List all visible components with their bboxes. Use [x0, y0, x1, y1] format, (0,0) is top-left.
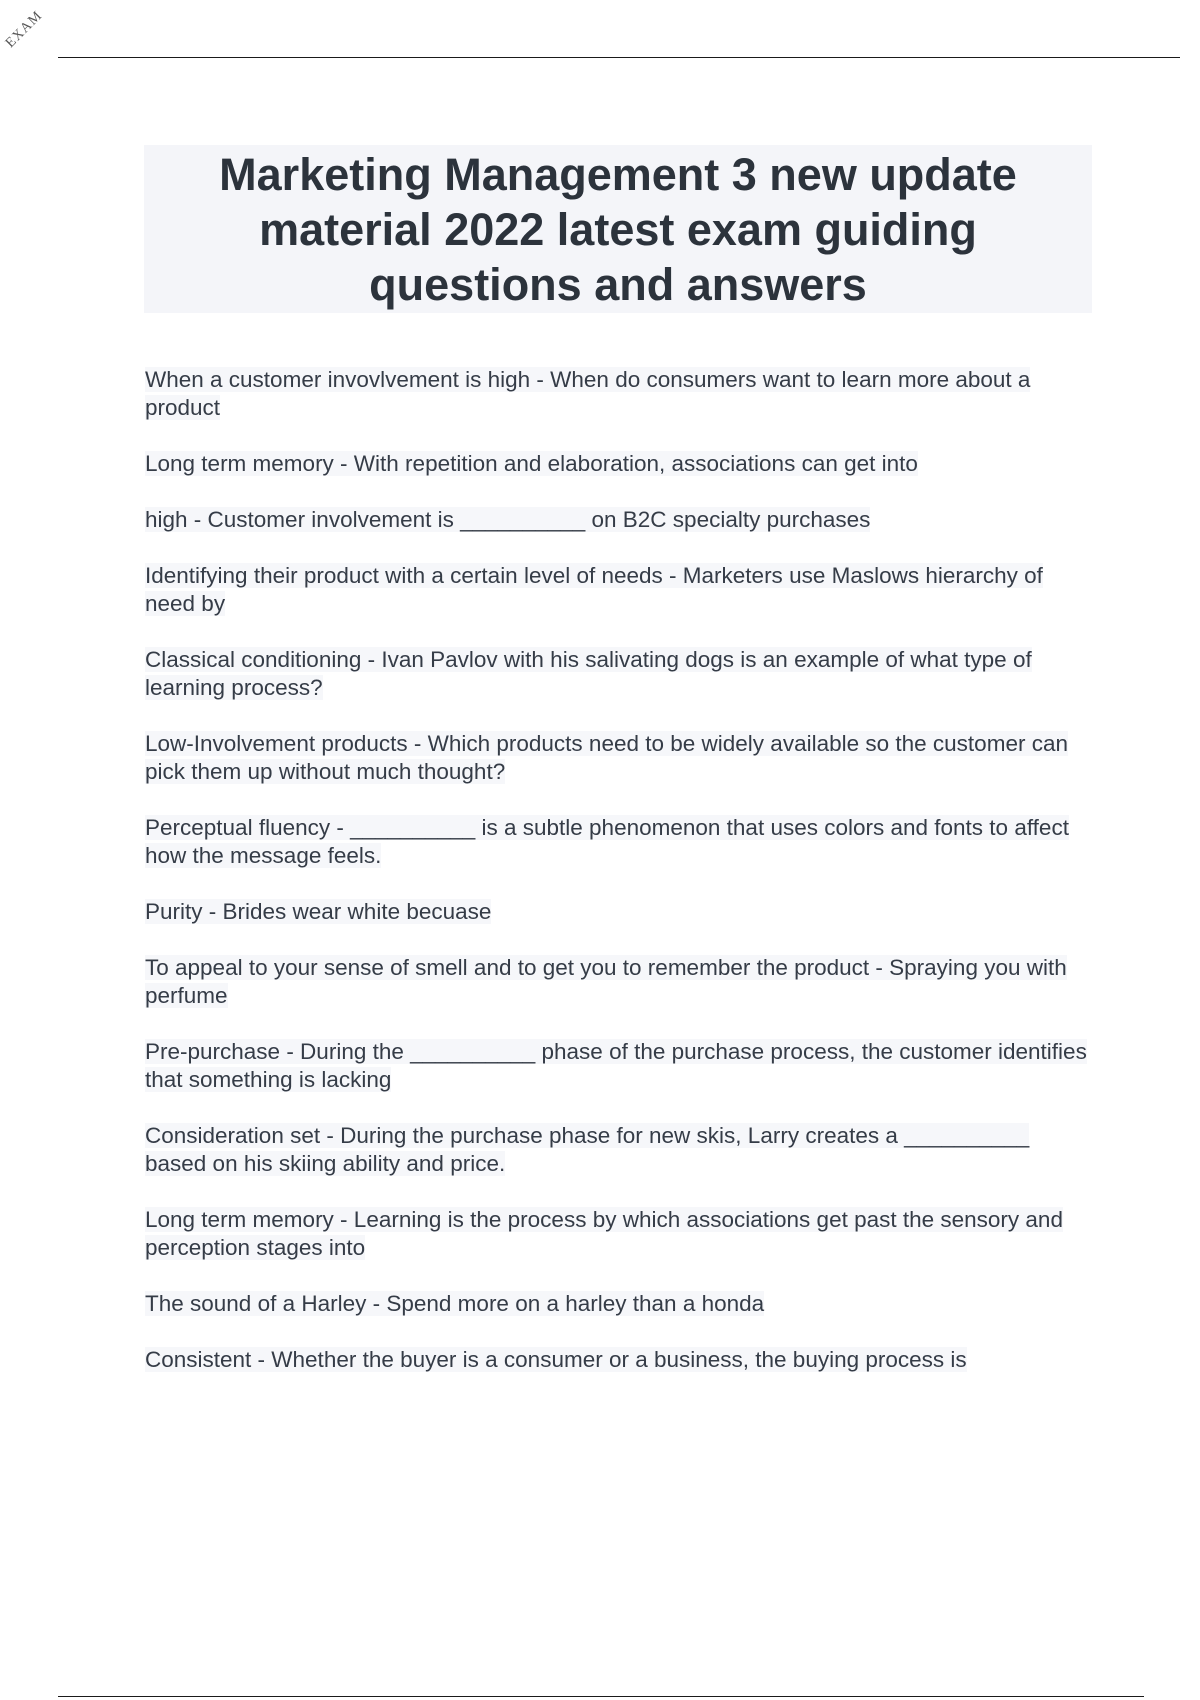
qa-text: Consistent - Whether the buyer is a consumer or a business, the buying process is	[145, 1347, 967, 1372]
qa-item	[145, 506, 1095, 534]
qa-item	[145, 366, 1095, 422]
qa-text: When a customer invovlvement is high - When do consumers want to learn more about a product	[145, 367, 1031, 420]
qa-text: To appeal to your sense of smell and to get you to remember the product - Spraying you with perfume	[145, 955, 1067, 1008]
qa-text: Consideration set - During the purchase phase for new skis, Larry creates a __________ based on his skiing ability and price.	[145, 1123, 1030, 1176]
qa-item	[145, 1122, 1095, 1178]
qa-text: Purity - Brides wear white becuase	[145, 899, 492, 924]
qa-text: high - Customer involvement is __________ on B2C specialty purchases	[145, 507, 871, 532]
footer-rule	[58, 1696, 1144, 1697]
qa-text: Classical conditioning - Ivan Pavlov with his salivating dogs is an example of what type of learning process?	[145, 647, 1032, 700]
qa-text: Perceptual fluency - __________ is a subtle phenomenon that uses colors and fonts to affect how the message feels.	[145, 815, 1069, 868]
qa-item	[145, 1290, 1095, 1318]
qa-text: The sound of a Harley - Spend more on a harley than a honda	[145, 1291, 765, 1316]
qa-text: Low-Involvement products - Which products need to be widely available so the customer can pick them up without much thought?	[145, 731, 1068, 784]
document-title: Marketing Management 3 new update material 2022 latest exam guiding questions and answers	[219, 148, 1017, 310]
qa-item	[145, 1346, 1095, 1374]
qa-item	[145, 1206, 1095, 1262]
qa-item	[145, 814, 1095, 870]
qa-text: Pre-purchase - During the __________ phase of the purchase process, the customer identifies that something is lacking	[145, 1039, 1087, 1092]
qa-item	[145, 1038, 1095, 1094]
qa-item	[145, 450, 1095, 478]
qa-list	[145, 366, 1095, 1402]
corner-watermark: EXAM	[2, 8, 46, 51]
qa-text: Long term memory - Learning is the process by which associations get past the sensory and perception stages into	[145, 1207, 1063, 1260]
qa-item	[145, 646, 1095, 702]
qa-item	[145, 898, 1095, 926]
qa-item	[145, 562, 1095, 618]
header-rule	[58, 57, 1180, 58]
title-banner	[144, 145, 1092, 313]
qa-item	[145, 730, 1095, 786]
qa-text: Long term memory - With repetition and elaboration, associations can get into	[145, 451, 918, 476]
qa-text: Identifying their product with a certain level of needs - Marketers use Maslows hierarchy of need by	[145, 563, 1043, 616]
qa-item	[145, 954, 1095, 1010]
